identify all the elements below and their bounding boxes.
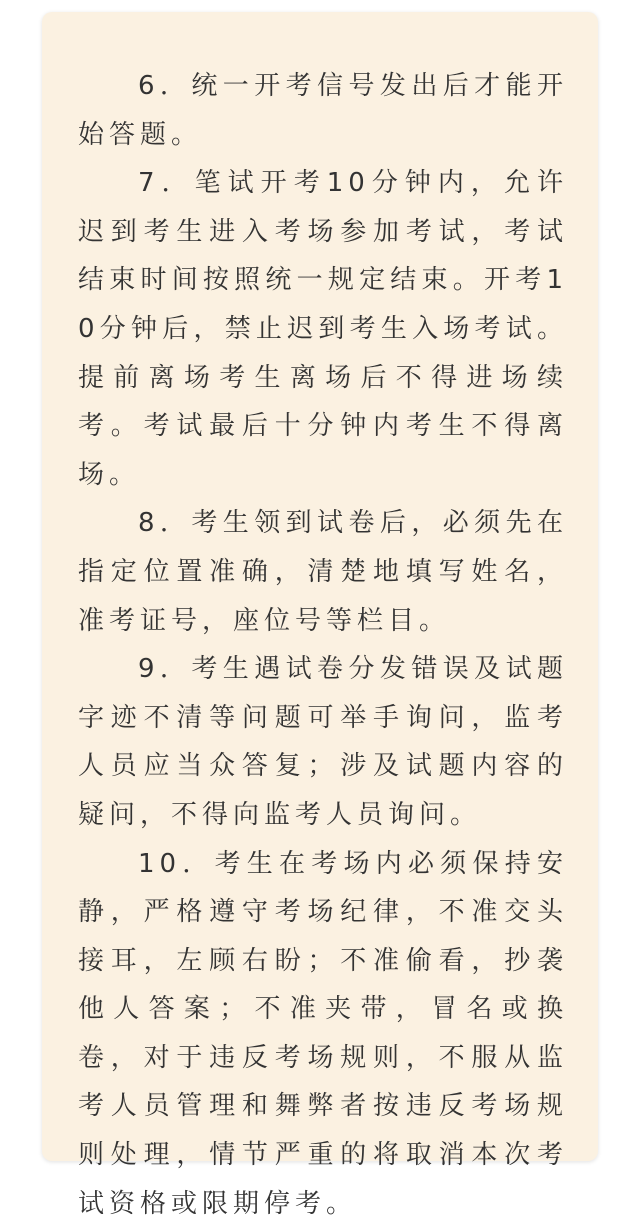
rule-paragraph-10: 10．考生在考场内必须保持安静，严格遵守考场纪律，不准交头接耳，左顾右盼；不准偷看，抄袭他人答案；不准夹带，冒名或换卷，对于违反考场规则，不服从监考人员管理和舞弊者按违反考场规则处理，情节严重的将取消本次考试资格或限期停考。 xyxy=(78,840,568,1228)
rule-paragraph-8: 8．考生领到试卷后，必须先在指定位置准确，清楚地填写姓名，准考证号，座位号等栏目。 xyxy=(78,499,568,645)
rules-card xyxy=(42,12,598,1161)
rule-paragraph-6: 6．统一开考信号发出后才能开始答题。 xyxy=(78,62,568,159)
rule-paragraph-7: 7．笔试开考10分钟内，允许迟到考生进入考场参加考试，考试结束时间按照统一规定结束。开考10分钟后，禁止迟到考生入场考试。提前离场考生离场后不得进场续考。考试最后十分钟内考生不得离场。 xyxy=(78,159,568,499)
rule-paragraph-9: 9．考生遇试卷分发错误及试题字迹不清等问题可举手询问，监考人员应当众答复；涉及试题内容的疑问，不得向监考人员询问。 xyxy=(78,645,568,839)
